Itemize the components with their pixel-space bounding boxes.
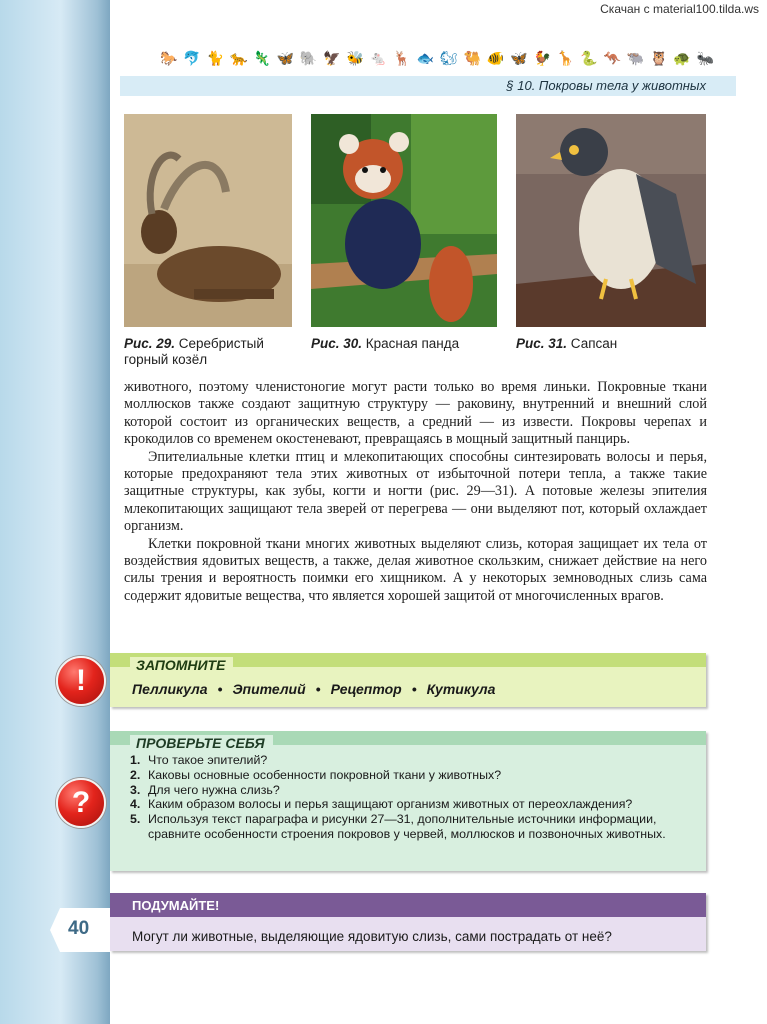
figure-31-text: Сапсан	[570, 336, 618, 351]
check-yourself-box	[110, 731, 706, 871]
paragraph: Клетки покровной ткани многих животных выделяют слизь, которая защищает их тела от воздействия ядовитых веществ, а также, делая животное скользким, снижает действие на него силы трения и вероятность поимки его хищником. А у некоторых земноводных слизь сама содержит ядовитые вещества, что является хорошей защитой от многочисленных врагов.	[124, 535, 707, 604]
think-title: ПОДУМАЙТЕ!	[132, 898, 220, 913]
paragraph: Эпителиальные клетки птиц и млекопитающих способны синтезировать волосы и перья, которые предохраняют тела этих животных от избыточной потери тепла, а также такие защитные структуры, как зубы, когти и ногти (рис. 29—31). А потовые железы эпителия млекопитающих защищают тела зверей от перегрева — они выделяют пот, который охлаждает организм.	[124, 448, 707, 535]
term-separator: •	[315, 681, 321, 697]
section-title: § 10. Покровы тела у животных	[506, 78, 706, 93]
figure-29-caption	[124, 336, 304, 368]
question-text: Что такое эпителий?	[148, 753, 268, 767]
photo-red-panda	[311, 114, 497, 327]
question-number: 1.	[130, 753, 141, 767]
figure-29-number: Рис. 29.	[124, 336, 176, 351]
remember-box	[110, 653, 706, 707]
think-header	[110, 893, 706, 917]
term: Пелликула	[132, 681, 208, 697]
question-item	[130, 768, 695, 783]
figure-31-number: Рис. 31.	[516, 336, 568, 351]
question-number: 5.	[130, 812, 141, 827]
exclamation-icon: !	[56, 656, 106, 706]
photo-falcon	[516, 114, 706, 327]
watermark: Скачан с material100.tilda.ws	[600, 2, 759, 16]
term: Эпителий	[232, 681, 306, 697]
question-item	[130, 783, 695, 798]
term-separator: •	[217, 681, 223, 697]
figure-30-caption	[311, 336, 501, 352]
figure-30-number: Рис. 30.	[311, 336, 363, 351]
main-text	[124, 379, 707, 605]
figure-30-text: Красная панда	[365, 336, 460, 351]
section-header	[120, 76, 736, 96]
remember-terms	[132, 681, 495, 697]
term: Кутикула	[426, 681, 496, 697]
page-margin-band	[0, 0, 110, 1024]
question-text: Используя текст параграфа и рисунки 27—31, дополнительные источники информации, сравните особенности строения покровов у червей, моллюсков и позвоночных животных.	[148, 812, 666, 841]
figure-31-caption	[516, 336, 706, 352]
question-number: 3.	[130, 782, 141, 797]
figure-29-text: Серебристый горный козёл	[124, 336, 264, 367]
question-text: Для чего нужна слизь?	[148, 782, 280, 797]
question-item	[130, 812, 695, 842]
question-list	[130, 753, 695, 842]
think-box	[110, 893, 706, 951]
question-text: Каковы основные особенности покровной ткани у животных?	[148, 767, 502, 782]
think-question: Могут ли животные, выделяющие ядовитую слизь, сами пострадать от неё?	[132, 929, 612, 944]
question-icon: ?	[56, 778, 106, 828]
animal-silhouettes-strip: 🐎 🐬 🐈 🐆 🦎 🦋 🐘 🦅 🐝 🐁 🦌 🐟 🐿 🐫 🐠 🦋 🐓 🦒 🐍 🦘 🐃 🦉 🐢 🐜	[160, 50, 716, 66]
question-number: 2.	[130, 767, 141, 782]
question-item	[130, 753, 695, 768]
question-number: 4.	[130, 797, 141, 812]
term-separator: •	[411, 681, 417, 697]
paragraph: животного, поэтому членистоногие могут расти только во время линьки. Покровные ткани моллюсков также создают защитную структуру — раковину, внутренний и внешний слой которой состоит из органических веществ, а средний — из извести. Покровы черепах и крокодилов со временем окостеневают, превращаясь в мощный защитный панцирь.	[124, 379, 707, 448]
check-title: ПРОВЕРЬТЕ СЕБЯ	[130, 735, 273, 751]
question-item	[130, 797, 695, 812]
photo-ibex	[124, 114, 292, 327]
term: Рецептор	[330, 681, 402, 697]
remember-title: ЗАПОМНИТЕ	[130, 657, 233, 673]
question-text: Каким образом волосы и перья защищают организм животных от переохлаждения?	[148, 797, 633, 812]
page-number: 40	[68, 918, 90, 939]
